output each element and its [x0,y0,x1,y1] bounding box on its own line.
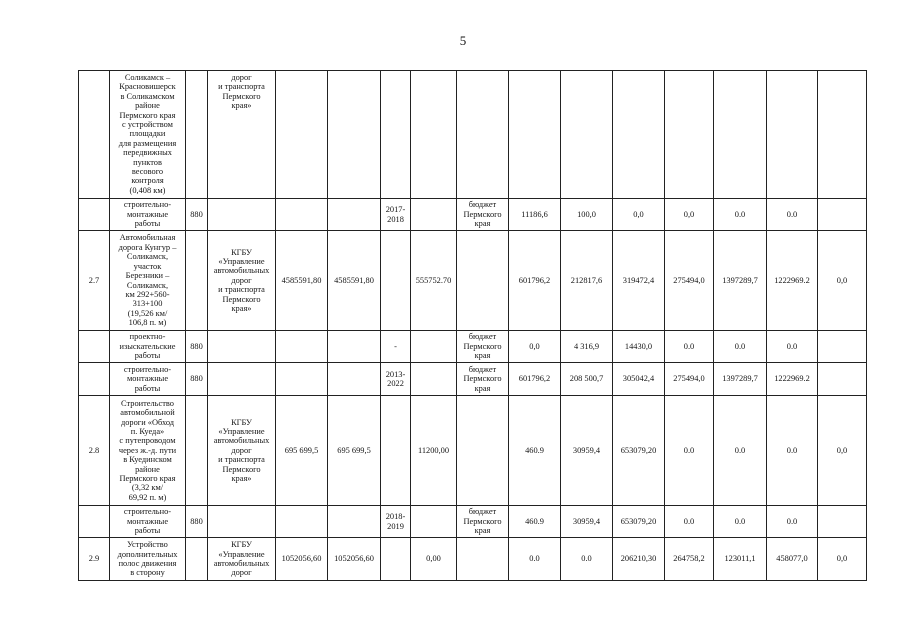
table-body [79,71,867,581]
value-cell [509,71,561,199]
value-cell: 206210,30 [613,538,665,581]
value-cell: 460.9 [509,396,561,506]
row-number-cell [79,199,110,231]
value-cell: 0,0 [665,199,714,231]
executor-cell: КГБУ «Управление автомобильных дорог и транспорта Пермского края» [208,396,276,506]
value-cell: 0.0 [665,396,714,506]
value-cell: 0.0 [767,396,818,506]
value-cell: 1397289,7 [714,231,767,331]
value-cell: 601796,2 [509,363,561,396]
table-row [79,363,867,396]
table-row [79,331,867,363]
table-row [79,71,867,199]
value-cell: 0,00 [411,538,457,581]
executor-cell [208,363,276,396]
value-cell: 1222969.2 [767,231,818,331]
value-cell: 0.0 [767,506,818,538]
value-cell [328,363,381,396]
value-cell: 0,0 [818,538,867,581]
value-cell: 275494,0 [665,231,714,331]
table-row [79,199,867,231]
value-cell [328,506,381,538]
value-cell: 4 316,9 [561,331,613,363]
table-row [79,506,867,538]
value-cell [411,506,457,538]
value-cell [276,71,328,199]
value-cell: 653079,20 [613,396,665,506]
work-name-cell: строительно- монтажные работы [110,199,186,231]
funding-source-cell [457,231,509,331]
value-cell: 11186,6 [509,199,561,231]
value-cell [665,71,714,199]
value-cell [561,71,613,199]
funding-source-cell [457,538,509,581]
value-cell: 14430,0 [613,331,665,363]
value-cell: 11200,00 [411,396,457,506]
code-cell: 880 [186,363,208,396]
executor-cell: КГБУ «Управление автомобильных дорог и транспорта Пермского края» [208,231,276,331]
work-name-cell: строительно- монтажные работы [110,506,186,538]
value-cell: 458077,0 [767,538,818,581]
value-cell: 1052056,60 [328,538,381,581]
value-cell: 30959,4 [561,506,613,538]
value-cell: 0.0 [665,506,714,538]
value-cell [767,71,818,199]
executor-cell: дорог и транспорта Пермского края» [208,71,276,199]
value-cell: 0.0 [767,331,818,363]
work-name-cell: Автомобильная дорога Кунгур – Соликамск, участок Березники – Соликамск, км 292+560- 313+100 (19,526 км/ 106,8 п. м) [110,231,186,331]
period-cell: 2017- 2018 [381,199,411,231]
value-cell: 0.0 [509,538,561,581]
value-cell [328,199,381,231]
value-cell: 4585591,80 [328,231,381,331]
value-cell: 1222969.2 [767,363,818,396]
value-cell: 212817,6 [561,231,613,331]
value-cell [276,506,328,538]
row-number-cell: 2.8 [79,396,110,506]
value-cell [328,71,381,199]
period-cell [381,396,411,506]
funding-source-cell [457,71,509,199]
page-number: 5 [459,33,467,48]
value-cell: 305042,4 [613,363,665,396]
funding-source-cell: бюджет Пермского края [457,331,509,363]
executor-cell: КГБУ «Управление автомобильных дорог [208,538,276,581]
value-cell: 100,0 [561,199,613,231]
value-cell: 4585591,80 [276,231,328,331]
value-cell: 0,0 [613,199,665,231]
value-cell: 0,0 [509,331,561,363]
row-number-cell [79,71,110,199]
work-name-cell: строительно- монтажные работы [110,363,186,396]
value-cell: 601796,2 [509,231,561,331]
value-cell [411,199,457,231]
table-row [79,396,867,506]
period-cell: - [381,331,411,363]
value-cell: 0.0 [714,199,767,231]
value-cell: 0.0 [714,396,767,506]
row-number-cell [79,363,110,396]
code-cell: 880 [186,331,208,363]
work-plan-table [78,70,867,581]
value-cell: 275494,0 [665,363,714,396]
period-cell [381,538,411,581]
value-cell [276,199,328,231]
value-cell: 208 500,7 [561,363,613,396]
value-cell [818,363,867,396]
value-cell: 0,0 [818,231,867,331]
value-cell [411,363,457,396]
value-cell: 0.0 [714,331,767,363]
value-cell: 0.0 [561,538,613,581]
value-cell: 653079,20 [613,506,665,538]
work-name-cell: Соликамск – Красновишерск в Соликамском районе Пермского края с устройством площадки для размещения передвижных пунктов весового контроля (0,408 км) [110,71,186,199]
period-cell: 2018- 2019 [381,506,411,538]
funding-source-cell [457,396,509,506]
code-cell: 880 [186,506,208,538]
value-cell: 460.9 [509,506,561,538]
value-cell: 264758,2 [665,538,714,581]
value-cell: 0.0 [767,199,818,231]
value-cell [276,331,328,363]
executor-cell [208,331,276,363]
value-cell: 695 699,5 [328,396,381,506]
value-cell [818,199,867,231]
row-number-cell [79,331,110,363]
value-cell [818,71,867,199]
value-cell: 0,0 [818,396,867,506]
executor-cell [208,506,276,538]
value-cell: 1052056,60 [276,538,328,581]
value-cell: 319472,4 [613,231,665,331]
work-name-cell: Строительство автомобильной дороги «Обход п. Куеда» с путепроводом через ж.-д. пути в Куединском районе Пермского края (3,32 км/ 69,92 п. м) [110,396,186,506]
value-cell [818,506,867,538]
funding-source-cell: бюджет Пермского края [457,506,509,538]
period-cell [381,71,411,199]
row-number-cell [79,506,110,538]
value-cell: 1397289,7 [714,363,767,396]
value-cell: 0.0 [714,506,767,538]
work-name-cell: проектно- изыскательские работы [110,331,186,363]
code-cell [186,538,208,581]
value-cell [276,363,328,396]
period-cell: 2013- 2022 [381,363,411,396]
code-cell [186,71,208,199]
row-number-cell: 2.9 [79,538,110,581]
value-cell [613,71,665,199]
value-cell [328,331,381,363]
period-cell [381,231,411,331]
value-cell: 555752.70 [411,231,457,331]
value-cell [714,71,767,199]
value-cell [818,331,867,363]
table-row [79,538,867,581]
row-number-cell: 2.7 [79,231,110,331]
value-cell: 30959,4 [561,396,613,506]
value-cell [411,331,457,363]
funding-source-cell: бюджет Пермского края [457,199,509,231]
value-cell: 123011,1 [714,538,767,581]
code-cell [186,231,208,331]
code-cell: 880 [186,199,208,231]
work-name-cell: Устройство дополнительных полос движения в сторону [110,538,186,581]
table-row [79,231,867,331]
code-cell [186,396,208,506]
value-cell [411,71,457,199]
funding-source-cell: бюджет Пермского края [457,363,509,396]
value-cell: 0.0 [665,331,714,363]
executor-cell [208,199,276,231]
value-cell: 695 699,5 [276,396,328,506]
